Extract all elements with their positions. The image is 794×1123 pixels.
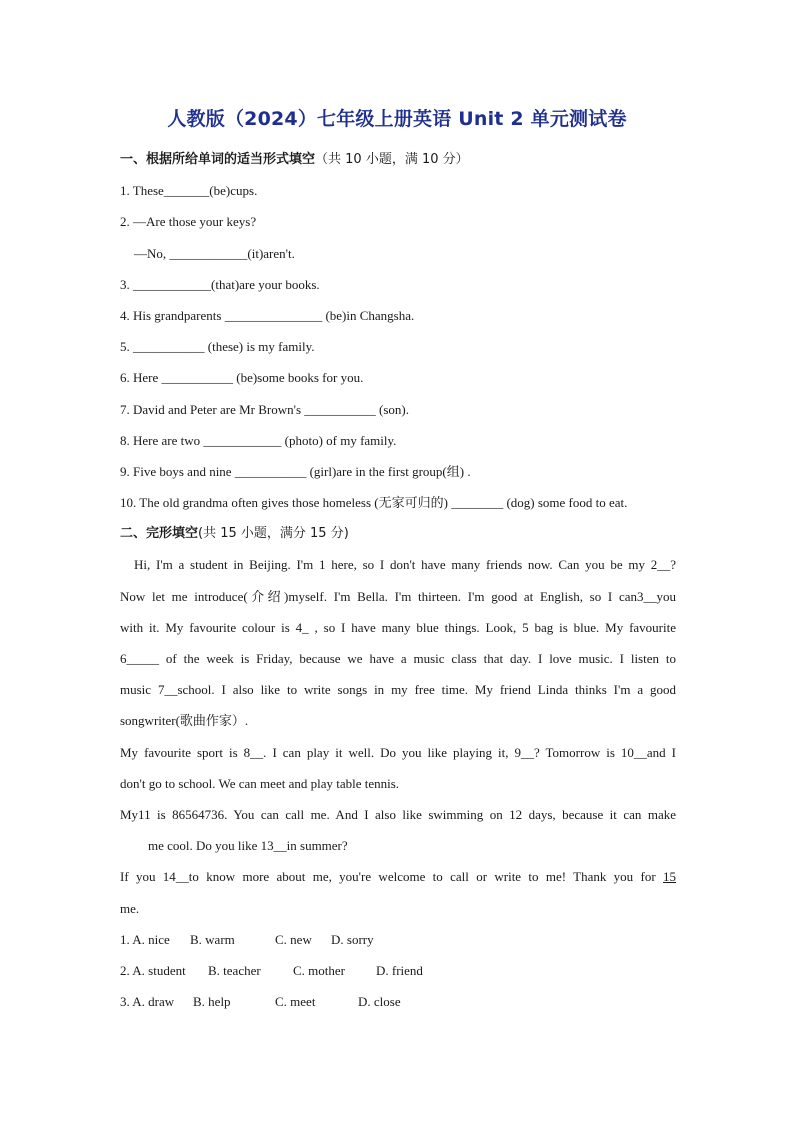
option-b: B. warm xyxy=(190,931,235,947)
passage-line: 6_____ of the week is Friday, because we have a music class that day. I love music. I listen to xyxy=(120,651,676,666)
passage-line: don't go to school. We can meet and play table tennis. xyxy=(120,775,400,791)
passage-text: If you 14__to know more about me, you're welcome to call or write to me! Thank you for xyxy=(120,869,663,885)
option-a: 3. A. draw xyxy=(120,994,175,1010)
section-2-note: (共 15 小题，满分 15 分) xyxy=(198,526,349,542)
question-9: 9. Five boys and nine ___________ (girl)are in the first group(组) . xyxy=(120,463,471,479)
passage-line: with it. My favourite colour is 4_ , so I have many blue things. Look, 5 bag is blue. My favourite xyxy=(120,619,676,635)
question-8: 8. Here are two ____________ (photo) of my family. xyxy=(120,432,397,448)
question-2-line-1: 2. —Are those your keys? xyxy=(120,214,257,230)
option-c: C. meet xyxy=(275,994,316,1010)
question-6: 6. Here ___________ (be)some books for you. xyxy=(120,370,364,386)
passage-line: My favourite sport is 8__. I can play it well. Do you like playing it, 9__? Tomorrow is 10__and I xyxy=(120,744,676,760)
passage-line xyxy=(120,861,676,892)
blank-15: 15 xyxy=(663,869,676,885)
document-body xyxy=(120,144,676,1017)
section-1-note: （共 10 小题，满 10 分） xyxy=(315,152,469,167)
section-2-heading xyxy=(120,518,676,549)
option-a: 2. A. student xyxy=(120,962,186,978)
question-10: 10. The old grandma often gives those homeless (无家可归的) ________ (dog) some food to eat. xyxy=(120,495,628,511)
section-1-heading xyxy=(120,144,676,175)
passage-line: songwriter(歌曲作家）. xyxy=(120,713,249,729)
options-row-2 xyxy=(120,955,676,986)
passage-line: Now let me introduce(介绍)myself. I'm Bella. I'm thirteen. I'm good at English, so I can3__you xyxy=(120,588,676,604)
option-d: D. friend xyxy=(376,962,423,978)
question-7: 7. David and Peter are Mr Brown's ___________ (son). xyxy=(120,401,410,417)
question-5: 5. ___________ (these) is my family. xyxy=(120,339,315,355)
passage-line: My11 is 86564736. You can call me. And I also like swimming on 12 days, because it can make xyxy=(120,806,676,822)
options-row-1 xyxy=(120,924,676,955)
option-d: D. close xyxy=(358,994,401,1010)
page-title: 人教版（2024）七年级上册英语 Unit 2 单元测试卷 xyxy=(167,108,627,130)
passage-line: music 7__school. I also like to write songs in my free time. My friend Linda thinks I'm a good xyxy=(120,682,676,698)
option-c: C. new xyxy=(275,931,312,947)
question-2-line-2: —No, ____________(it)aren't. xyxy=(134,245,295,261)
option-c: C. mother xyxy=(293,962,345,978)
question-3: 3. ____________(that)are your books. xyxy=(120,276,320,292)
options-row-3 xyxy=(120,986,676,1017)
section-1-title: 一、根据所给单词的适当形式填空 xyxy=(120,152,316,167)
passage-line: me. xyxy=(120,900,140,916)
section-2-title: 二、完形填空 xyxy=(120,526,199,542)
option-b: B. help xyxy=(193,994,231,1010)
option-a: 1. A. nice xyxy=(120,931,170,947)
passage-line: me cool. Do you like 13__in summer? xyxy=(148,838,348,854)
option-d: D. sorry xyxy=(331,931,374,947)
passage-line: Hi, I'm a student in Beijing. I'm 1 here, so I don't have many friends now. Can you be my 2__? xyxy=(134,557,676,573)
question-4: 4. His grandparents _______________ (be)in Changsha. xyxy=(120,307,415,323)
question-1: 1. These_______(be)cups. xyxy=(120,183,258,199)
option-b: B. teacher xyxy=(208,962,261,978)
